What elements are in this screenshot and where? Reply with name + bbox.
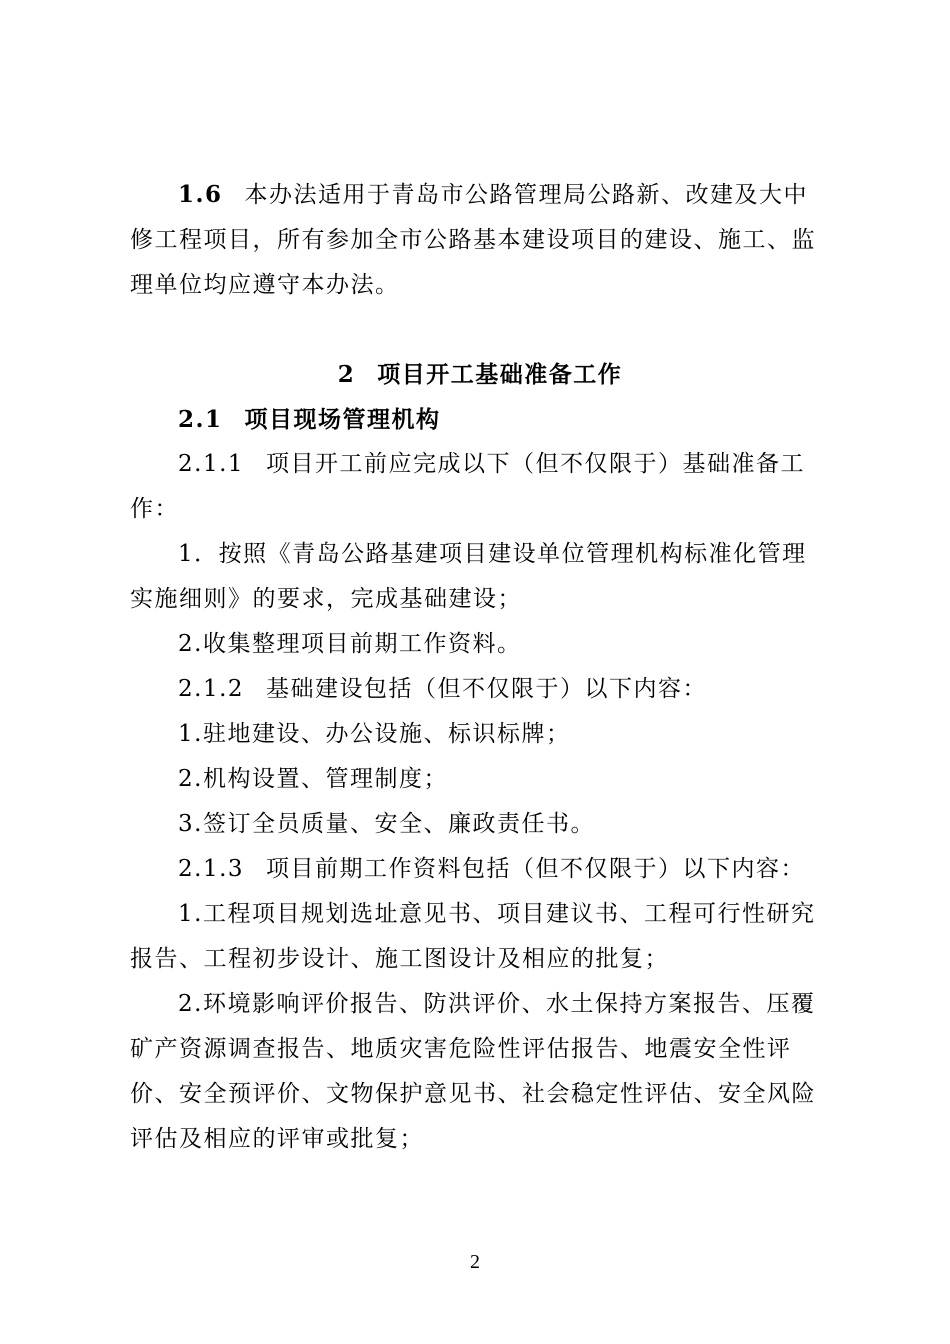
chapter-number: 2 <box>337 361 356 388</box>
list-item: 2.机构设置、管理制度； <box>178 766 448 792</box>
chapter-title: 项目开工基础准备工作 <box>377 361 623 388</box>
section-number: 2.1 <box>178 406 223 433</box>
paragraph-2-1-2 <box>130 667 830 712</box>
clause-text: 项目前期工作资料包括（但不仅限于）以下内容： <box>266 856 806 882</box>
paragraph-1-6 <box>130 172 830 308</box>
paragraph-2-1-3 <box>130 847 830 892</box>
clause-number: 2.1.1 <box>178 451 245 477</box>
clause-text: 基础建设包括（但不仅限于）以下内容： <box>266 676 708 702</box>
clause-number: 1.6 <box>178 181 223 208</box>
list-item: 2.环境影响评价报告、防洪评价、水土保持方案报告、压覆矿产资源调查报告、地质灾害危险性评估报告、地震安全性评价、安全预评价、文物保护意见书、社会稳定性评估、安全风险评估及相应的评审或批复； <box>130 991 816 1152</box>
clause-text: 项目开工前应完成以下（但不仅限于）基础准备工作： <box>130 451 806 522</box>
list-item: 1.驻地建设、办公设施、标识标牌； <box>178 721 571 747</box>
page-number: 2 <box>470 1251 480 1273</box>
clause-number: 2.1.3 <box>178 856 245 882</box>
chapter-heading <box>130 352 830 397</box>
list-item: 3.签订全员质量、安全、廉政责任书。 <box>178 811 595 837</box>
clause-text: 本办法适用于青岛市公路管理局公路新、改建及大中修工程项目，所有参加全市公路基本建设项目的建设、施工、监理单位均应遵守本办法。 <box>130 182 816 298</box>
paragraph-2-1-1 <box>130 442 830 532</box>
clause-number: 2.1.2 <box>178 676 245 702</box>
list-item: 1.工程项目规划选址意见书、项目建议书、工程可行性研究报告、工程初步设计、施工图设计及相应的批复； <box>130 901 816 972</box>
list-item: 2.收集整理项目前期工作资料。 <box>178 631 522 657</box>
section-heading-2-1 <box>130 397 830 442</box>
section-title: 项目现场管理机构 <box>244 406 441 433</box>
list-item: 1．按照《青岛公路基建项目建设单位管理机构标准化管理实施细则》的要求，完成基础建设； <box>130 541 807 612</box>
